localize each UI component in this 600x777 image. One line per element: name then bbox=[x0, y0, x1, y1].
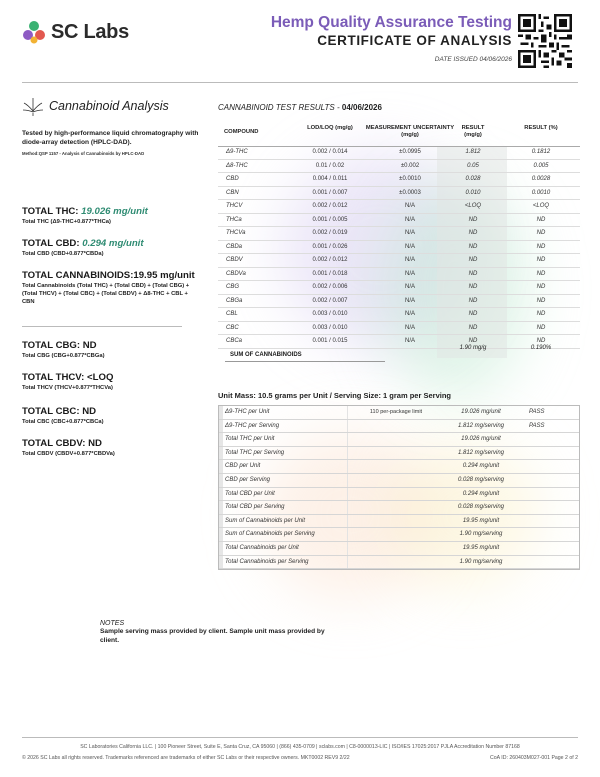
table-row bbox=[219, 528, 579, 542]
compound-cell: CBN bbox=[226, 189, 239, 196]
measure-cell: Sum of Cannabinoids per Serving bbox=[225, 531, 315, 538]
total-cbd-value: 0.294 mg/unit bbox=[82, 238, 144, 249]
value-cell: 19.95 mg/unit bbox=[462, 517, 500, 524]
result-pct-cell: <LOQ bbox=[532, 203, 550, 209]
result-mg-cell: 1.812 bbox=[465, 149, 481, 155]
result-mg-cell: ND bbox=[468, 284, 478, 290]
uncertainty-cell: ±0.002 bbox=[400, 162, 420, 169]
result-pct-cell: ND bbox=[536, 338, 546, 344]
footer-copyright-text: © 2026 SC Labs all rights reserved. Trademarks referenced are trademarks of either SC Labs or their respective owners. MKT0002 REV9 2/22 bbox=[22, 755, 350, 761]
uncertainty-cell: N/A bbox=[404, 338, 415, 344]
row-marker bbox=[219, 501, 223, 515]
uncertainty-cell: ±0.0003 bbox=[399, 189, 421, 196]
table-row bbox=[218, 160, 580, 174]
table-row bbox=[218, 281, 580, 295]
report-subtitle: CERTIFICATE OF ANALYSIS bbox=[317, 33, 512, 48]
total-cbg-formula: Total CBG (CBG+0.877*CBGa) bbox=[22, 353, 105, 359]
total-thcv-formula: Total THCV (THCV+0.877*THCVa) bbox=[22, 385, 113, 391]
row-marker bbox=[219, 420, 223, 434]
table-row bbox=[219, 433, 579, 447]
footer-coa-id: CoA ID: 260403M027-001 Page 2 of 2 bbox=[490, 755, 578, 761]
compound-cell: Δ8-THC bbox=[226, 162, 248, 169]
result-mg-cell: ND bbox=[468, 270, 478, 277]
measure-cell: Δ9-THC per Unit bbox=[225, 409, 270, 415]
measure-cell: Total CBD per Unit bbox=[225, 490, 275, 497]
row-marker bbox=[219, 515, 223, 529]
total-cbd-formula: Total CBD (CBD+0.877*CBDa) bbox=[22, 251, 104, 257]
row-marker bbox=[219, 556, 223, 570]
logo-text: SC Labs bbox=[51, 20, 129, 43]
result-pct-cell: ND bbox=[536, 284, 546, 290]
row-marker bbox=[219, 433, 223, 447]
compound-cell: THCVa bbox=[226, 230, 246, 236]
uncertainty-cell: N/A bbox=[404, 284, 415, 290]
total-cannabinoids-label: TOTAL CANNABINOIDS:19.95 mg/unit bbox=[22, 270, 195, 281]
compound-cell: CBGa bbox=[226, 297, 243, 304]
sum-pct: 0.190% bbox=[530, 345, 552, 351]
sc-labs-logo bbox=[22, 20, 129, 44]
row-marker bbox=[219, 460, 223, 474]
table-row bbox=[218, 308, 580, 322]
result-mg-cell: ND bbox=[468, 297, 478, 304]
results-table-header bbox=[218, 125, 580, 145]
table-row bbox=[219, 542, 579, 556]
results-title: CANNABINOID TEST RESULTS - 04/06/2026 bbox=[218, 103, 382, 112]
lod-loq-cell: 0.002 / 0.007 bbox=[312, 297, 348, 304]
total-thc-value: 19.026 mg/unit bbox=[81, 206, 148, 217]
measure-cell: CBD per Serving bbox=[225, 477, 271, 483]
table-row bbox=[219, 474, 579, 488]
table-row bbox=[219, 406, 579, 420]
uncertainty-cell: N/A bbox=[404, 270, 415, 277]
notes-heading: NOTES bbox=[100, 620, 125, 627]
result-mg-cell: <LOQ bbox=[464, 203, 482, 209]
value-cell: 19.026 mg/unit bbox=[461, 436, 501, 443]
cannabis-leaf-icon bbox=[22, 96, 44, 116]
lod-loq-cell: 0.001 / 0.018 bbox=[312, 270, 348, 277]
table-row bbox=[218, 173, 580, 187]
table-row bbox=[218, 227, 580, 241]
notes-text: Sample serving mass provided by client. Sample unit mass provided by client. bbox=[100, 628, 325, 644]
compound-cell: THCa bbox=[226, 216, 242, 223]
header-divider bbox=[22, 82, 578, 83]
measure-cell: Total Cannabinoids per Serving bbox=[225, 558, 309, 565]
table-row bbox=[218, 254, 580, 268]
sum-divider bbox=[225, 361, 385, 362]
total-thcv-block bbox=[22, 372, 202, 393]
results-date: 04/06/2026 bbox=[341, 103, 382, 112]
result-pct-cell: ND bbox=[536, 243, 546, 250]
lod-loq-cell: 0.001 / 0.005 bbox=[312, 216, 348, 223]
uncertainty-cell: ±0.0995 bbox=[399, 149, 421, 155]
total-cbd-block bbox=[22, 238, 202, 259]
result-mg-cell: ND bbox=[468, 311, 478, 317]
uncertainty-cell: N/A bbox=[404, 297, 415, 304]
uncertainty-cell: ±0.0010 bbox=[399, 176, 421, 182]
result-pct-cell: ND bbox=[536, 324, 546, 331]
total-cbdv-formula: Total CBDV (CBDV+0.877*CBDVa) bbox=[22, 451, 115, 457]
total-thcv-label: TOTAL THCV: <LOQ bbox=[22, 372, 114, 383]
lod-loq-cell: 0.002 / 0.006 bbox=[312, 284, 348, 290]
compound-cell: THCV bbox=[226, 203, 243, 209]
table-row bbox=[218, 187, 580, 201]
table-row bbox=[218, 214, 580, 228]
result-pct-cell: 0.0010 bbox=[531, 189, 551, 196]
value-cell: 0.294 mg/unit bbox=[462, 490, 500, 497]
total-cbd-label: TOTAL CBD: bbox=[22, 238, 83, 249]
footer-copyright bbox=[22, 755, 578, 761]
table-row bbox=[218, 295, 580, 309]
row-marker bbox=[219, 528, 223, 542]
value-cell: 1.812 mg/serving bbox=[457, 422, 505, 429]
sum-label: SUM OF CANNABINOIDS bbox=[230, 352, 302, 358]
compound-cell: CBDVa bbox=[226, 270, 246, 277]
uncertainty-cell: N/A bbox=[404, 216, 415, 223]
unit-mass-title: Unit Mass: 10.5 grams per Unit / Serving Size: 1 gram per Serving bbox=[218, 391, 451, 400]
result-mg-cell: ND bbox=[468, 338, 478, 344]
header-uncertainty: MEASUREMENT UNCERTAINTY (mg/g) bbox=[365, 125, 455, 139]
total-cbdv-label: TOTAL CBDV: ND bbox=[22, 438, 102, 449]
value-cell: 0.294 mg/unit bbox=[462, 463, 500, 470]
lod-loq-cell: 0.003 / 0.010 bbox=[312, 311, 348, 317]
measure-cell: Sum of Cannabinoids per Unit bbox=[225, 517, 306, 524]
total-cbg-label: TOTAL CBG: ND bbox=[22, 340, 97, 351]
qr-code-icon[interactable] bbox=[518, 14, 572, 68]
total-cbc-label: TOTAL CBC: ND bbox=[22, 406, 97, 417]
compound-cell: CBDa bbox=[226, 243, 243, 250]
table-row bbox=[218, 200, 580, 214]
table-row bbox=[219, 447, 579, 461]
total-cannabinoids-formula: Total Cannabinoids (Total THC) + (Total CBD) + (Total CBG) + (Total THCV) + (Total CBC) + (Total CBDV) + Δ8-THC + CBL + CBN bbox=[22, 283, 190, 305]
compound-cell: CBCa bbox=[226, 338, 243, 344]
total-cbc-formula: Total CBC (CBC+0.877*CBCa) bbox=[22, 419, 104, 425]
compound-cell: CBL bbox=[226, 311, 238, 317]
result-pct-cell: 0.005 bbox=[533, 162, 549, 169]
result-pct-cell: ND bbox=[536, 257, 546, 263]
uncertainty-cell: N/A bbox=[404, 230, 415, 236]
result-pct-cell: ND bbox=[536, 216, 546, 223]
uncertainty-cell: N/A bbox=[404, 243, 415, 250]
compound-cell: Δ9-THC bbox=[226, 149, 248, 155]
tested-method-description: Tested by high-performance liquid chromatography with diode-array detection (HPLC-DAD). bbox=[22, 130, 199, 146]
sc-labs-logo-icon bbox=[22, 20, 46, 44]
uncertainty-cell: N/A bbox=[404, 311, 415, 317]
result-mg-cell: ND bbox=[468, 243, 478, 250]
uncertainty-cell: N/A bbox=[404, 324, 415, 331]
sum-of-cannabinoids-row bbox=[218, 346, 580, 362]
measure-cell: CBD per Unit bbox=[225, 463, 261, 470]
value-cell: 19.95 mg/unit bbox=[462, 545, 500, 551]
table-row bbox=[219, 488, 579, 502]
compound-cell: CBG bbox=[226, 284, 240, 290]
table-row bbox=[218, 146, 580, 160]
row-marker bbox=[219, 406, 223, 420]
total-cbdv-block bbox=[22, 438, 202, 459]
lod-loq-cell: 0.01 / 0.02 bbox=[315, 162, 345, 169]
total-cbg-block bbox=[22, 340, 202, 361]
result-mg-cell: ND bbox=[468, 324, 478, 331]
value-cell: 1.90 mg/serving bbox=[459, 531, 503, 538]
row-marker bbox=[219, 488, 223, 502]
measure-cell: Total THC per Unit bbox=[225, 436, 275, 443]
lod-loq-cell: 0.002 / 0.014 bbox=[312, 149, 348, 155]
left-divider bbox=[22, 326, 182, 327]
notes-section bbox=[100, 620, 340, 645]
lod-loq-cell: 0.003 / 0.010 bbox=[312, 324, 348, 331]
result-pct-cell: ND bbox=[536, 270, 546, 277]
measure-cell: Total THC per Serving bbox=[225, 449, 285, 456]
lod-loq-cell: 0.004 / 0.011 bbox=[312, 176, 348, 182]
total-thc-formula: Total THC (Δ9-THC+0.877*THCa) bbox=[22, 219, 111, 225]
result-mg-cell: ND bbox=[468, 257, 478, 263]
unit-mass-table bbox=[218, 405, 580, 570]
result-pct-cell: 0.1812 bbox=[531, 149, 551, 155]
header-compound: COMPOUND bbox=[224, 129, 259, 135]
value-cell: 0.028 mg/serving bbox=[457, 504, 505, 511]
lod-loq-cell: 0.001 / 0.026 bbox=[312, 243, 348, 250]
result-mg-cell: ND bbox=[468, 230, 478, 236]
table-row bbox=[219, 420, 579, 434]
value-cell: 1.812 mg/serving bbox=[457, 449, 505, 456]
value-cell: 1.90 mg/serving bbox=[459, 558, 503, 565]
compound-cell: CBDV bbox=[226, 257, 243, 263]
value-cell: 19.026 mg/unit bbox=[461, 409, 501, 415]
lod-loq-cell: 0.002 / 0.019 bbox=[312, 230, 348, 236]
total-thc-label: TOTAL THC: bbox=[22, 206, 82, 217]
result-pct-cell: 0.0028 bbox=[531, 176, 551, 182]
total-cannabinoids-block bbox=[22, 270, 202, 306]
footer-divider bbox=[22, 737, 578, 738]
report-title: Hemp Quality Assurance Testing bbox=[270, 14, 512, 31]
result-mg-cell: ND bbox=[468, 216, 478, 223]
result-mg-cell: 0.010 bbox=[465, 189, 481, 196]
sum-mg: 1.90 mg/g bbox=[459, 345, 487, 351]
row-marker bbox=[219, 542, 223, 556]
compound-cell: CBD bbox=[226, 176, 239, 182]
result-mg-cell: 0.05 bbox=[467, 162, 479, 169]
table-row bbox=[218, 322, 580, 336]
header-lod-loq: LOD/LOQ (mg/g) bbox=[307, 125, 353, 131]
lod-loq-cell: 0.001 / 0.007 bbox=[312, 189, 348, 196]
cannabinoid-analysis-section bbox=[22, 96, 202, 156]
uncertainty-cell: N/A bbox=[404, 203, 415, 209]
method-reference: Method:QSP 1157 - Analysis of Cannabinoids by HPLC-DAD bbox=[22, 150, 145, 156]
result-pct-cell: ND bbox=[536, 230, 546, 236]
row-divider bbox=[219, 568, 579, 569]
result-pct-cell: ND bbox=[536, 311, 546, 317]
table-row bbox=[219, 460, 579, 474]
uncertainty-cell: N/A bbox=[404, 257, 415, 263]
table-row bbox=[219, 515, 579, 529]
table-row bbox=[218, 241, 580, 255]
measure-cell: Total Cannabinoids per Unit bbox=[225, 545, 299, 551]
footer-address: SC Laboratories California LLC. | 100 Pioneer Street, Suite E, Santa Cruz, CA 95060 | (866) 435-0709 | sclabs.com | C8-0000013-LIC | ISO/IES 17025:2017 PJLA Accreditation Number 87168 bbox=[80, 744, 520, 750]
lod-loq-cell: 0.001 / 0.015 bbox=[312, 338, 348, 344]
limit-cell: 110 per-package limit bbox=[369, 409, 423, 415]
lod-loq-cell: 0.002 / 0.012 bbox=[312, 203, 348, 209]
result-pct-cell: ND bbox=[536, 297, 546, 304]
date-issued: DATE ISSUED 04/06/2026 bbox=[434, 56, 512, 63]
measure-cell: Δ9-THC per Serving bbox=[225, 422, 280, 429]
value-cell: 0.028 mg/serving bbox=[457, 477, 505, 483]
status-cell: PASS bbox=[529, 422, 545, 429]
table-row bbox=[218, 268, 580, 282]
header-result-mg: RESULT (mg/g) bbox=[461, 125, 485, 139]
status-cell: PASS bbox=[529, 409, 545, 415]
table-row bbox=[219, 501, 579, 515]
header-result-pct: RESULT (%) bbox=[524, 125, 558, 131]
compound-cell: CBC bbox=[226, 324, 239, 331]
row-marker bbox=[219, 447, 223, 461]
total-cbc-block bbox=[22, 406, 202, 427]
table-row bbox=[219, 556, 579, 570]
row-marker bbox=[219, 474, 223, 488]
result-mg-cell: 0.028 bbox=[465, 176, 481, 182]
lod-loq-cell: 0.002 / 0.012 bbox=[312, 257, 348, 263]
total-thc-block bbox=[22, 206, 202, 227]
section-title: Cannabinoid Analysis bbox=[49, 99, 169, 113]
measure-cell: Total CBD per Serving bbox=[225, 504, 285, 511]
